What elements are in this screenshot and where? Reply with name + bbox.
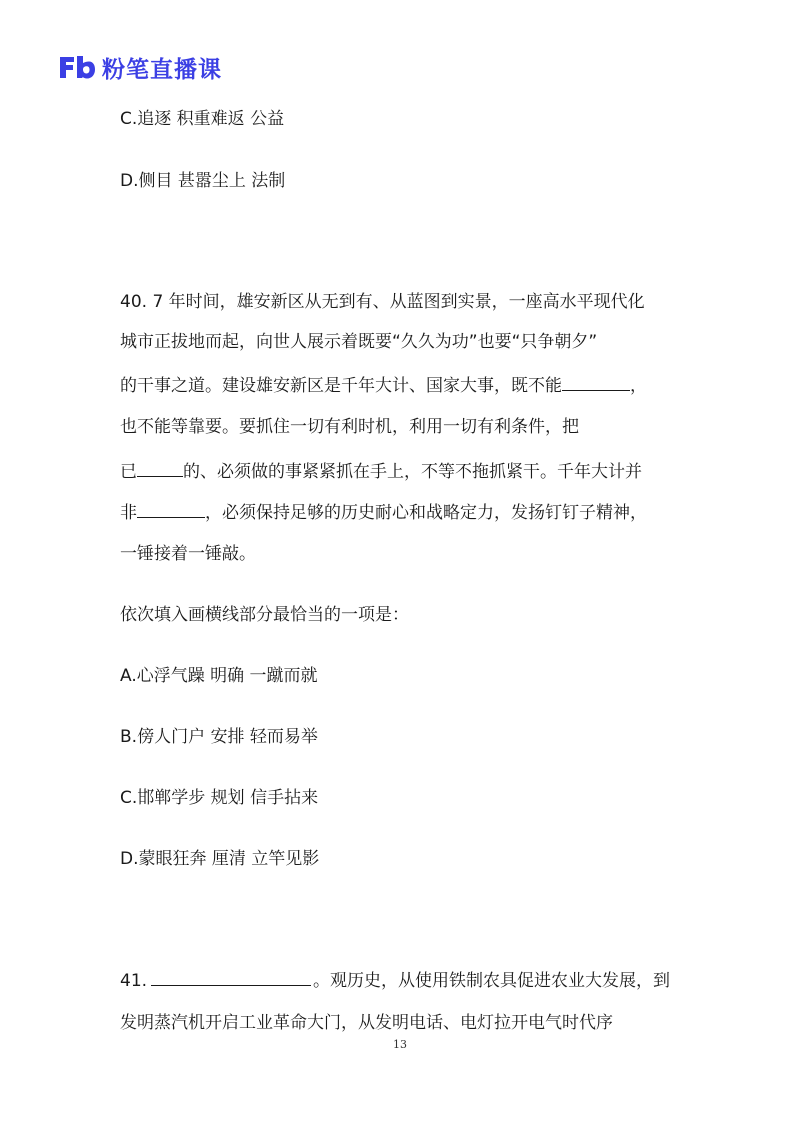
q40-blank-1 xyxy=(562,373,630,391)
q41-line1-text: 。观历史，从使用铁制农具促进农业大发展，到 xyxy=(313,971,671,991)
q40-line5-prefix: 已 xyxy=(120,462,137,482)
q40-line5-text: 的、必须做的事紧紧抓在手上，不等不拖抓紧干。千年大计并 xyxy=(183,462,642,482)
q41-stem-line-2: 发明蒸汽机开启工业革命大门，从发明电话、电灯拉开电气时代序 xyxy=(120,1013,613,1033)
q40-line3-text: 的干事之道。建设雄安新区是千年大计、国家大事，既不能 xyxy=(120,376,562,396)
q40-option-d: D.蒙眼狂奔 厘清 立竿见影 xyxy=(120,849,320,869)
q40-option-c: C.邯郸学步 规划 信手拈来 xyxy=(120,788,319,808)
q40-stem-line-2: 城市正拔地而起，向世人展示着既要“久久为功”也要“只争朝夕” xyxy=(120,332,598,352)
q40-stem-line-6 xyxy=(120,500,647,525)
q40-option-a: A.心浮气躁 明确 一蹴而就 xyxy=(120,666,318,686)
q40-stem-line-5 xyxy=(120,459,642,484)
q40-option-b: B.傍人门户 安排 轻而易举 xyxy=(120,727,318,747)
q41-number: 41. xyxy=(120,971,148,991)
q40-stem-line-4: 也不能等靠要。要抓住一切有利时机，利用一切有利条件，把 xyxy=(120,417,579,437)
q41-stem-line-1 xyxy=(120,968,670,993)
q39-option-d: D.侧目 甚嚣尘上 法制 xyxy=(120,171,286,191)
brand-name: 粉笔直播课 xyxy=(102,56,222,83)
q40-line6-text: ，必须保持足够的历史耐心和战略定力，发扬钉钉子精神， xyxy=(205,503,647,523)
q40-line3-punct: ， xyxy=(630,376,647,396)
page-number: 13 xyxy=(393,1038,407,1051)
q40-stem-line-3 xyxy=(120,373,647,398)
q40-stem-line-7: 一锤接着一锤敲。 xyxy=(120,544,256,564)
q40-blank-2 xyxy=(137,459,183,477)
q40-prompt: 依次填入画横线部分最恰当的一项是： xyxy=(120,605,409,625)
q39-option-c: C.追逐 积重难返 公益 xyxy=(120,109,285,129)
q40-blank-3 xyxy=(137,500,205,518)
page-header xyxy=(58,50,222,84)
fb-logo-icon xyxy=(58,54,96,80)
q40-stem-line-1: 40. 7 年时间，雄安新区从无到有、从蓝图到实景，一座高水平现代化 xyxy=(120,292,645,312)
q40-line6-prefix: 非 xyxy=(120,503,137,523)
q41-blank-1 xyxy=(151,968,311,986)
